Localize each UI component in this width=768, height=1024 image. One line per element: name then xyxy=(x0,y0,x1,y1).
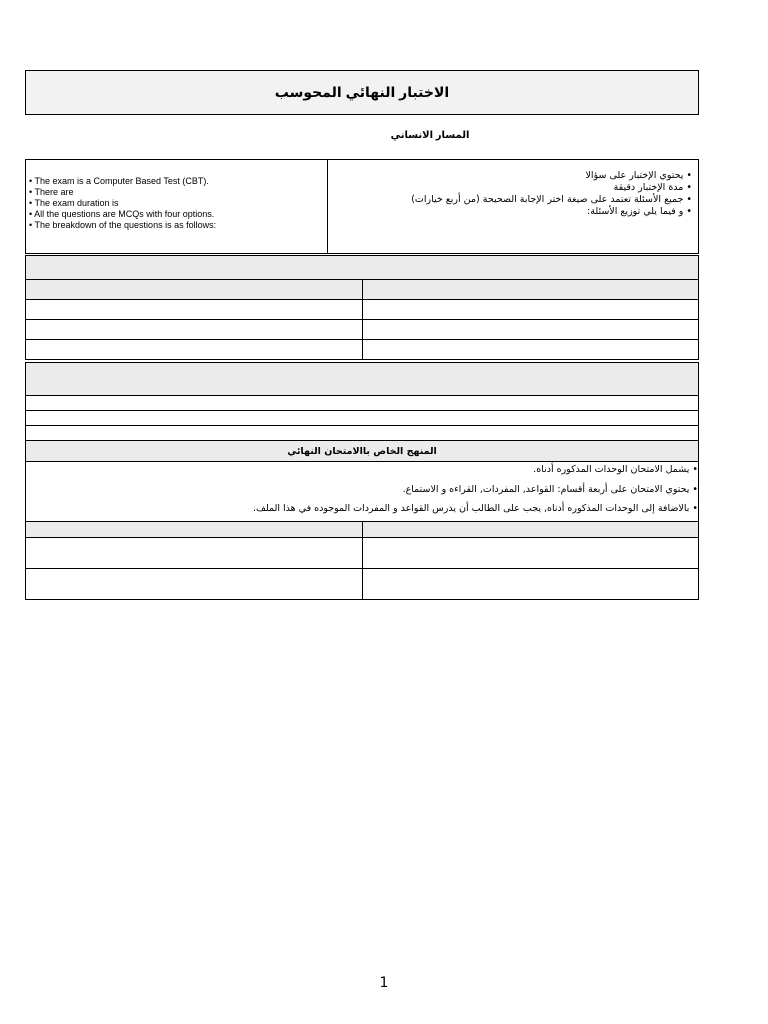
exam-title: الاختبار النهائي المحوسب xyxy=(25,70,699,115)
syllabus-cell xyxy=(362,568,699,599)
arabic-info-line: • و فيما يلي توزيع الأسئلة: xyxy=(587,206,692,217)
units-row xyxy=(26,411,699,426)
arabic-info-line: • جميع الأسئلة تعتمد على صيغة اختر الإجابة الصحيحة (من أربع خيارات) xyxy=(411,194,692,205)
arabic-info-line: • مدة الإختبار دقيقة xyxy=(613,182,692,193)
syllabus-column-header xyxy=(362,521,699,537)
units-header xyxy=(26,363,699,396)
track-label: المسار الانساني xyxy=(390,130,470,141)
syllabus-cell xyxy=(26,568,363,599)
syllabus-line: • يشمل الامتحان الوحدات المذكوره أدناه. xyxy=(533,464,698,475)
page-number: 1 xyxy=(379,975,389,991)
arabic-info-line: • يحتوي الإختبار على سؤالا xyxy=(585,170,692,181)
english-info-cell xyxy=(26,160,328,254)
syllabus-heading: المنهج الخاص باالامتحان النهائي xyxy=(26,441,699,462)
arabic-info-cell xyxy=(328,160,699,254)
question-breakdown-table xyxy=(25,255,699,360)
english-info-line: • There are xyxy=(29,187,74,197)
syllabus-table xyxy=(25,440,699,600)
syllabus-cell xyxy=(26,537,363,568)
units-row xyxy=(26,426,699,441)
units-row xyxy=(26,396,699,411)
breakdown-header xyxy=(26,256,699,280)
syllabus-line: • بالاضافة إلى الوحدات المذكوره أدناه, يجب على الطالب أن يدرس القواعد و المفردات الموجوده في هذا الملف. xyxy=(252,503,698,514)
english-info-line: • The breakdown of the questions is as follows: xyxy=(29,220,217,230)
syllabus-column-header xyxy=(26,521,363,537)
syllabus-notes xyxy=(26,462,699,522)
breakdown-cell xyxy=(362,320,699,340)
breakdown-cell xyxy=(26,340,363,360)
breakdown-column-header xyxy=(362,280,699,300)
breakdown-cell xyxy=(26,320,363,340)
breakdown-column-header xyxy=(26,280,363,300)
syllabus-cell xyxy=(362,537,699,568)
units-table xyxy=(25,362,699,441)
english-info-line: • All the questions are MCQs with four options. xyxy=(29,209,215,219)
breakdown-cell xyxy=(26,300,363,320)
exam-info-table xyxy=(25,159,699,254)
breakdown-cell xyxy=(362,300,699,320)
breakdown-cell xyxy=(362,340,699,360)
syllabus-line: • يحتوي الامتحان على أربعة أقسام: القواعد, المفردات, القراءه و الاستماع. xyxy=(402,483,698,495)
english-info-line: • The exam is a Computer Based Test (CBT). xyxy=(29,176,209,186)
english-info-line: • The exam duration is xyxy=(29,198,119,208)
